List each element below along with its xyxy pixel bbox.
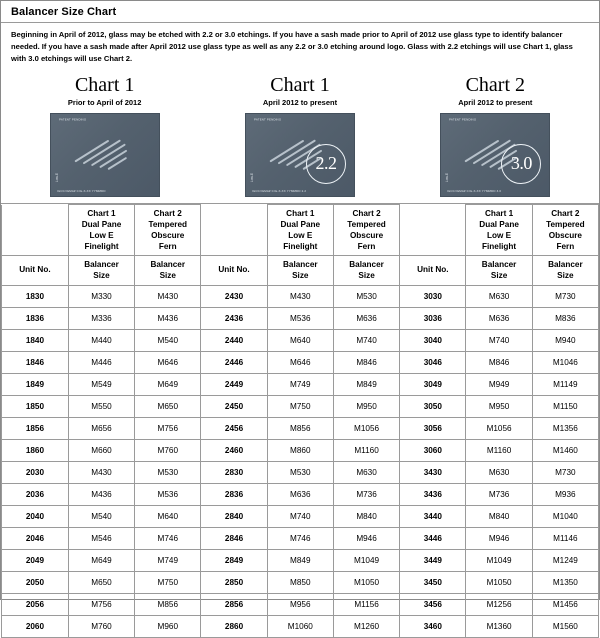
cell-unit-no: 1849 — [2, 374, 69, 396]
cell-unit-no: 3436 — [400, 484, 466, 506]
cell-unit-no: 3046 — [400, 352, 466, 374]
table-row — [2, 528, 599, 550]
cell-unit-no: 2046 — [2, 528, 69, 550]
cell-balancer-size: M630 — [333, 462, 399, 484]
sub-header-balancer-size-4 — [333, 256, 399, 286]
cell-unit-no: 1840 — [2, 330, 69, 352]
group-header-chart1-a-l1: Chart 1 — [87, 209, 116, 219]
cell-balancer-size: M540 — [135, 330, 201, 352]
table-row — [2, 484, 599, 506]
cell-balancer-size: M646 — [135, 352, 201, 374]
cell-unit-no: 2050 — [2, 572, 69, 594]
chart-card-2 — [215, 74, 385, 197]
cell-balancer-size: M1160 — [466, 440, 532, 462]
cell-balancer-size: M640 — [267, 330, 333, 352]
cell-unit-no: 2450 — [201, 396, 267, 418]
group-header-chart2-c-l3: Obscure — [548, 231, 582, 241]
cell-unit-no: 3456 — [400, 594, 466, 616]
sub-header-balancer-size-1 — [68, 256, 134, 286]
cell-unit-no: 2456 — [201, 418, 267, 440]
cell-unit-no: 2856 — [201, 594, 267, 616]
group-header-chart2-b-l4: Fern — [357, 242, 376, 252]
cell-unit-no: 2040 — [2, 506, 69, 528]
cell-unit-no: 2060 — [2, 616, 69, 638]
group-header-chart2-c-l1: Chart 2 — [551, 209, 580, 219]
cell-unit-no: 2849 — [201, 550, 267, 572]
group-header-chart1-a-l3: Low E — [89, 231, 114, 241]
cell-balancer-size: M940 — [532, 330, 598, 352]
sub-header-balancer-size-6-l1: Balancer — [548, 260, 583, 270]
sub-header-balancer-size-4-l1: Balancer — [349, 260, 384, 270]
table-row — [2, 506, 599, 528]
cell-balancer-size: M430 — [68, 462, 134, 484]
group-header-chart1-b-l2: Dual Pane — [280, 220, 321, 230]
cell-balancer-size: M849 — [333, 374, 399, 396]
group-header-spacer-3 — [400, 205, 466, 256]
chart-card-1 — [20, 74, 190, 197]
cell-balancer-size: M1149 — [532, 374, 598, 396]
group-header-spacer-1 — [2, 205, 69, 256]
cell-balancer-size: M1160 — [333, 440, 399, 462]
cell-balancer-size: M650 — [68, 572, 134, 594]
glass-side-text-1: Low-E — [54, 173, 59, 183]
table-row — [2, 308, 599, 330]
sub-header-balancer-size-2 — [135, 256, 201, 286]
cell-balancer-size: M1260 — [333, 616, 399, 638]
glass-top-text-3: PATENT PENDING — [449, 118, 477, 122]
cell-balancer-size: M736 — [333, 484, 399, 506]
cell-balancer-size: M1150 — [532, 396, 598, 418]
cell-unit-no: 2446 — [201, 352, 267, 374]
cell-balancer-size: M536 — [135, 484, 201, 506]
group-header-chart2-a-l1: Chart 2 — [153, 209, 182, 219]
cell-balancer-size: M530 — [135, 462, 201, 484]
cell-unit-no: 2830 — [201, 462, 267, 484]
cell-balancer-size: M636 — [333, 308, 399, 330]
group-header-chart2-b-l3: Obscure — [349, 231, 384, 241]
cell-unit-no: 3050 — [400, 396, 466, 418]
cell-balancer-size: M530 — [333, 286, 399, 308]
cell-balancer-size: M856 — [135, 594, 201, 616]
cell-balancer-size: M946 — [333, 528, 399, 550]
cell-unit-no: 1836 — [2, 308, 69, 330]
cell-balancer-size: M446 — [68, 352, 134, 374]
chart-card-3 — [410, 74, 580, 197]
cell-unit-no: 3030 — [400, 286, 466, 308]
chart-images-row — [1, 68, 599, 204]
intro-paragraph: Beginning in April of 2012, glass may be etched with 2.2 or 3.0 etchings. If you have a sash made prior to April of 2012 use glass type to identify balancer needed. If you have a sash made after April 2012 use glass type as well as any 2.2 or 3.0 etching around logo. Glass with 2.2 etchings will use Chart 1, glass with 3.0 etchings will use Chart 2. — [11, 30, 573, 63]
cell-unit-no: 2860 — [201, 616, 267, 638]
cell-balancer-size: M1456 — [532, 594, 598, 616]
cell-balancer-size: M1156 — [333, 594, 399, 616]
cell-balancer-size: M1146 — [532, 528, 598, 550]
cell-balancer-size: M730 — [532, 462, 598, 484]
glass-side-text-3: Low-E — [445, 173, 450, 183]
cell-unit-no: 2846 — [201, 528, 267, 550]
cell-balancer-size: M1560 — [532, 616, 598, 638]
group-header-chart1-a-l2: Dual Pane — [81, 220, 122, 230]
sub-header-unit-no-3: Unit No. — [400, 256, 466, 286]
glass-logo-icon-1 — [70, 127, 139, 188]
table-row — [2, 352, 599, 374]
table-row — [2, 462, 599, 484]
cell-balancer-size: M760 — [68, 616, 134, 638]
cell-unit-no: 2056 — [2, 594, 69, 616]
cell-unit-no: 1860 — [2, 440, 69, 462]
cell-balancer-size: M636 — [466, 308, 532, 330]
cell-balancer-size: M550 — [68, 396, 134, 418]
group-header-chart1-a-l4: Finelight — [84, 242, 119, 252]
cell-balancer-size: M1356 — [532, 418, 598, 440]
cell-unit-no: 1830 — [2, 286, 69, 308]
cell-balancer-size: M649 — [68, 550, 134, 572]
cell-balancer-size: M1050 — [333, 572, 399, 594]
table-row — [2, 374, 599, 396]
sub-header-unit-no-2: Unit No. — [201, 256, 267, 286]
table-row — [2, 286, 599, 308]
table-row — [2, 396, 599, 418]
group-header-chart1-b-l1: Chart 1 — [286, 209, 315, 219]
cell-balancer-size: M756 — [135, 418, 201, 440]
cell-balancer-size: M656 — [68, 418, 134, 440]
cell-balancer-size: M530 — [267, 462, 333, 484]
group-header-chart1-c — [466, 205, 532, 256]
cell-balancer-size: M549 — [68, 374, 134, 396]
cell-balancer-size: M1056 — [466, 418, 532, 440]
cell-unit-no: 2049 — [2, 550, 69, 572]
cell-balancer-size: M1040 — [532, 506, 598, 528]
cell-balancer-size: M330 — [68, 286, 134, 308]
cell-unit-no: 3449 — [400, 550, 466, 572]
cell-balancer-size: M850 — [267, 572, 333, 594]
cell-balancer-size: M949 — [466, 374, 532, 396]
cell-balancer-size: M440 — [68, 330, 134, 352]
cell-unit-no: 3450 — [400, 572, 466, 594]
cell-unit-no: 3049 — [400, 374, 466, 396]
group-header-chart1-a — [68, 205, 134, 256]
cell-unit-no: 3460 — [400, 616, 466, 638]
cell-unit-no: 2430 — [201, 286, 267, 308]
cell-balancer-size: M640 — [135, 506, 201, 528]
cell-balancer-size: M756 — [68, 594, 134, 616]
sub-header-balancer-size-2-l1: Balancer — [150, 260, 186, 270]
cell-balancer-size: M956 — [267, 594, 333, 616]
group-header-chart2-a-l2: Tempered — [148, 220, 188, 230]
cell-balancer-size: M740 — [333, 330, 399, 352]
cell-balancer-size: M430 — [135, 286, 201, 308]
cell-unit-no: 1846 — [2, 352, 69, 374]
cell-balancer-size: M546 — [68, 528, 134, 550]
group-header-chart1-b-l4: Finelight — [283, 242, 318, 252]
cell-balancer-size: M846 — [333, 352, 399, 374]
table-row — [2, 572, 599, 594]
sub-header-balancer-size-3-l2: Size — [292, 270, 309, 280]
cell-unit-no: 2030 — [2, 462, 69, 484]
cell-balancer-size: M649 — [135, 374, 201, 396]
cell-balancer-size: M650 — [135, 396, 201, 418]
table-row — [2, 330, 599, 352]
sub-header-balancer-size-1-l1: Balancer — [84, 260, 119, 270]
sub-header-balancer-size-5-l2: Size — [490, 270, 508, 280]
cell-balancer-size: M630 — [466, 462, 532, 484]
chart-1-subtitle: Prior to April of 2012 — [67, 98, 142, 108]
sub-header-balancer-size-6-l2: Size — [557, 270, 574, 280]
cell-balancer-size: M660 — [68, 440, 134, 462]
group-header-chart2-c-l4: Fern — [556, 242, 575, 252]
cell-balancer-size: M1460 — [532, 440, 598, 462]
sub-header-balancer-size-2-l2: Size — [159, 270, 176, 280]
cell-balancer-size: M540 — [68, 506, 134, 528]
cell-unit-no: 3446 — [400, 528, 466, 550]
group-header-chart1-c-l4: Finelight — [482, 242, 517, 252]
cell-unit-no: 1850 — [2, 396, 69, 418]
sub-header-unit-no-1: Unit No. — [2, 256, 69, 286]
cell-balancer-size: M750 — [267, 396, 333, 418]
cell-balancer-size: M849 — [267, 550, 333, 572]
cell-balancer-size: M736 — [466, 484, 532, 506]
group-header-chart1-b — [267, 205, 333, 256]
group-header-chart2-b — [333, 205, 399, 256]
cell-unit-no: 2436 — [201, 308, 267, 330]
cell-balancer-size: M1249 — [532, 550, 598, 572]
cell-balancer-size: M960 — [135, 616, 201, 638]
chart-3-title: Chart 2 — [465, 74, 526, 97]
cell-unit-no: 2836 — [201, 484, 267, 506]
cell-unit-no: 2449 — [201, 374, 267, 396]
cell-balancer-size: M856 — [267, 418, 333, 440]
page-title: Balancer Size Chart — [1, 1, 599, 23]
glass-sample-image-1 — [50, 113, 160, 197]
glass-bottom-text-2: IGCC/IGMA# CIG-X-XX YYMMDD 2.2 — [251, 189, 307, 194]
chart-2-subtitle: April 2012 to present — [262, 98, 338, 108]
group-header-chart2-a-l4: Fern — [158, 242, 177, 252]
balancer-size-table — [1, 204, 599, 638]
cell-balancer-size: M749 — [135, 550, 201, 572]
group-header-chart1-c-l2: Dual Pane — [479, 220, 519, 230]
cell-balancer-size: M760 — [135, 440, 201, 462]
sub-header-balancer-size-4-l2: Size — [358, 270, 375, 280]
chart-2-title: Chart 1 — [270, 74, 330, 97]
group-header-chart2-c — [532, 205, 598, 256]
cell-balancer-size: M750 — [135, 572, 201, 594]
table-row — [2, 440, 599, 462]
table-group-header-row — [2, 205, 599, 256]
cell-unit-no: 3036 — [400, 308, 466, 330]
cell-unit-no: 3040 — [400, 330, 466, 352]
cell-balancer-size: M860 — [267, 440, 333, 462]
sub-header-balancer-size-1-l2: Size — [93, 270, 110, 280]
glass-sample-image-3 — [440, 113, 550, 197]
cell-balancer-size: M746 — [135, 528, 201, 550]
table-row — [2, 418, 599, 440]
sub-header-balancer-size-6 — [532, 256, 598, 286]
glass-bottom-text-1: IGCC/IGMA# CIG-X-XX YYMMDD — [56, 189, 106, 194]
cell-unit-no: 2460 — [201, 440, 267, 462]
glass-sample-image-2 — [245, 113, 355, 197]
chart-1-title: Chart 1 — [74, 74, 135, 97]
cell-balancer-size: M746 — [267, 528, 333, 550]
cell-balancer-size: M946 — [466, 528, 532, 550]
cell-balancer-size: M840 — [333, 506, 399, 528]
table-row — [2, 550, 599, 572]
cell-balancer-size: M636 — [267, 484, 333, 506]
cell-balancer-size: M1046 — [532, 352, 598, 374]
group-header-chart1-c-l1: Chart 1 — [484, 209, 514, 219]
cell-unit-no: 2036 — [2, 484, 69, 506]
group-header-chart2-a-l3: Obscure — [151, 231, 185, 241]
group-header-chart2-a — [135, 205, 201, 256]
cell-balancer-size: M646 — [267, 352, 333, 374]
sub-header-balancer-size-3-l1: Balancer — [282, 260, 318, 270]
cell-balancer-size: M1360 — [466, 616, 532, 638]
cell-balancer-size: M740 — [466, 330, 532, 352]
table-row — [2, 616, 599, 638]
group-header-chart2-c-l2: Tempered — [546, 220, 585, 230]
etching-badge-3.0: 3.0 — [501, 144, 541, 184]
sub-header-balancer-size-3 — [267, 256, 333, 286]
cell-balancer-size: M836 — [532, 308, 598, 330]
group-header-chart2-b-l1: Chart 2 — [352, 209, 381, 219]
sub-header-balancer-size-5 — [466, 256, 532, 286]
cell-balancer-size: M630 — [466, 286, 532, 308]
table-sub-header-row — [2, 256, 599, 286]
cell-balancer-size: M430 — [267, 286, 333, 308]
group-header-chart1-b-l3: Low E — [288, 231, 313, 241]
cell-unit-no: 1856 — [2, 418, 69, 440]
cell-balancer-size: M840 — [466, 506, 532, 528]
sub-header-balancer-size-5-l1: Balancer — [481, 260, 517, 270]
cell-balancer-size: M950 — [333, 396, 399, 418]
cell-balancer-size: M936 — [532, 484, 598, 506]
cell-balancer-size: M1256 — [466, 594, 532, 616]
cell-balancer-size: M436 — [68, 484, 134, 506]
cell-unit-no: 2850 — [201, 572, 267, 594]
cell-balancer-size: M1056 — [333, 418, 399, 440]
chart-3-subtitle: April 2012 to present — [458, 98, 533, 108]
cell-balancer-size: M1050 — [466, 572, 532, 594]
glass-side-text-2: Low-E — [249, 173, 254, 183]
cell-balancer-size: M336 — [68, 308, 134, 330]
cell-unit-no: 2440 — [201, 330, 267, 352]
etching-badge-2.2: 2.2 — [306, 144, 346, 184]
cell-balancer-size: M1350 — [532, 572, 598, 594]
cell-balancer-size: M740 — [267, 506, 333, 528]
cell-unit-no: 3430 — [400, 462, 466, 484]
table-row — [2, 594, 599, 616]
cell-balancer-size: M950 — [466, 396, 532, 418]
balancer-table-wrapper — [1, 204, 599, 638]
cell-balancer-size: M436 — [135, 308, 201, 330]
cell-unit-no: 3056 — [400, 418, 466, 440]
cell-unit-no: 2840 — [201, 506, 267, 528]
cell-balancer-size: M846 — [466, 352, 532, 374]
cell-balancer-size: M749 — [267, 374, 333, 396]
glass-top-text-1: PATENT PENDING — [58, 118, 86, 122]
cell-unit-no: 3440 — [400, 506, 466, 528]
cell-balancer-size: M536 — [267, 308, 333, 330]
group-header-chart2-b-l2: Tempered — [347, 220, 386, 230]
group-header-chart1-c-l3: Low E — [487, 231, 512, 241]
cell-balancer-size: M1049 — [333, 550, 399, 572]
group-header-spacer-2 — [201, 205, 267, 256]
cell-balancer-size: M1049 — [466, 550, 532, 572]
cell-unit-no: 3060 — [400, 440, 466, 462]
glass-bottom-text-3: IGCC/IGMA# CIG-X-XX YYMMDD 3.0 — [447, 189, 502, 194]
glass-top-text-2: PATENT PENDING — [253, 118, 282, 122]
cell-balancer-size: M1060 — [267, 616, 333, 638]
cell-balancer-size: M730 — [532, 286, 598, 308]
